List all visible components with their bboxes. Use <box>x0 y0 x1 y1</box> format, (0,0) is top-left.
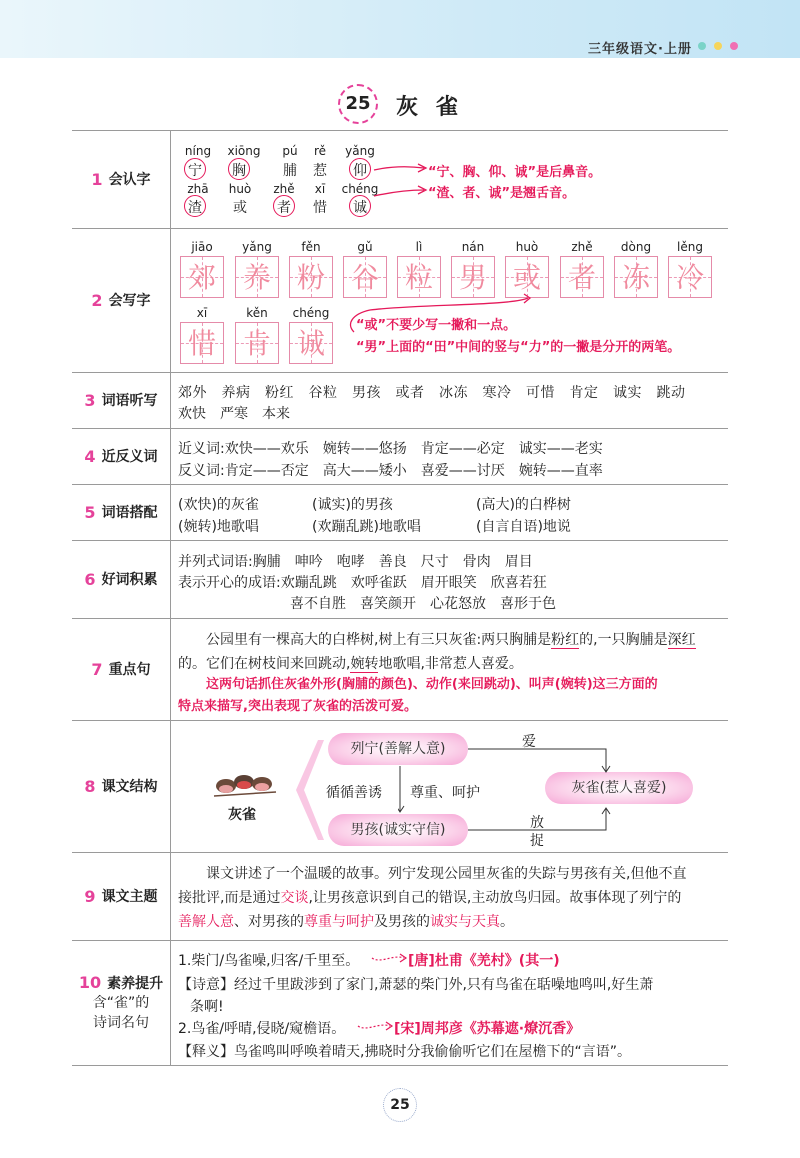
theme-text: 课文讲述了一个温暖的故事。列宁发现公园里灰雀的失踪与男孩有关,但他不直 <box>206 866 687 882</box>
pinyin: xiōng <box>227 144 261 158</box>
sparrow-node: 灰雀(惹人喜爱) <box>545 772 693 804</box>
sentence-analysis: 这两句话抓住灰雀外形(胸脯的颜色)、动作(来回跳动)、叫声(婉转)这三方面的 <box>206 677 658 692</box>
pinyin: pú <box>282 144 298 158</box>
collocation: (诚实)的男孩 <box>312 497 393 513</box>
structure-arrows <box>398 740 618 840</box>
writing-note: “或”不要少写一撇和一点。 <box>356 318 517 333</box>
key-sentence: 的。它们在树枝间来回跳动,婉转地歌唱,非常惹人喜爱。 <box>178 656 523 672</box>
writing-grid: 粒 <box>397 256 441 298</box>
section-label-10: 10 素养提升 含“雀”的 诗词名句 <box>78 972 164 1031</box>
pinyin: xī <box>196 306 208 320</box>
writing-grid: 惜 <box>180 322 224 364</box>
row-divider <box>72 1065 728 1066</box>
writing-grid: 肯 <box>235 322 279 364</box>
theme-text: 接批评,而是通过交谈,让男孩意识到自己的错误,主动放鸟归园。故事体现了列宁的 <box>178 890 682 906</box>
writing-grid: 郊 <box>180 256 224 298</box>
collocation: (婉转)地歌唱 <box>178 519 259 535</box>
pinyin: lěng <box>677 240 703 254</box>
note-arrow <box>372 160 432 200</box>
poem-line: 1.柴门/鸟雀噪,归客/千里至。 <box>178 953 360 969</box>
arrow-icon <box>356 1018 396 1034</box>
pinyin: rě <box>313 144 327 158</box>
pinyin: xī <box>314 182 326 196</box>
poem-source: [宋]周邦彦《苏幕遮·燎沉香》 <box>394 1021 581 1037</box>
collocation: (高大)的白桦树 <box>476 497 571 513</box>
poem-line: 2.鸟雀/呼晴,侵晓/窥檐语。 <box>178 1021 346 1037</box>
theme-text: 善解人意、对男孩的尊重与呵护及男孩的诚实与天真。 <box>178 914 514 930</box>
writing-grid: 者 <box>560 256 604 298</box>
dictation-words: 欢快 严寒 本来 <box>178 406 290 422</box>
poem-meaning: 条啊! <box>190 999 224 1015</box>
decor-dot <box>730 42 738 50</box>
lesson-heading <box>338 84 538 124</box>
pinyin: zhě <box>273 182 295 196</box>
arrow-icon <box>370 950 410 966</box>
section-label-8: 8 课文结构 <box>84 776 158 796</box>
pinyin: huò <box>515 240 539 254</box>
synonyms: 近义词:欢快——欢乐 婉转——悠扬 肯定——必定 诚实——老实 <box>178 441 603 457</box>
good-words: 并列式词语:胸脯 呻吟 咆哮 善良 尺寸 骨肉 眉目 <box>178 554 533 570</box>
collocation: (自言自语)地说 <box>476 519 571 535</box>
pinyin: nán <box>461 240 485 254</box>
pinyin: jiāo <box>191 240 213 254</box>
pinyin: huò <box>228 182 252 196</box>
section-label-3: 3 词语听写 <box>84 390 158 410</box>
bird-label: 灰雀 <box>228 807 256 823</box>
writing-grid: 冷 <box>668 256 712 298</box>
writing-grid: 养 <box>235 256 279 298</box>
writing-grid: 粉 <box>289 256 333 298</box>
pinyin: chéng <box>292 306 330 320</box>
decor-dot <box>714 42 722 50</box>
good-words: 喜不自胜 喜笑颜开 心花怒放 喜形于色 <box>290 596 556 612</box>
pinyin: yǎng <box>345 144 375 158</box>
pinyin: yǎng <box>242 240 272 254</box>
link-text: 放 <box>530 815 544 831</box>
char: 惜 <box>313 200 327 216</box>
poem-meaning: 【诗意】经过千里跋涉到了家门,萧瑟的柴门外,只有鸟雀在聒噪地鸣叫,好生萧 <box>178 977 654 993</box>
book-title: 三年级语文·上册 <box>588 42 692 57</box>
good-words: 表示开心的成语:欢蹦乱跳 欢呼雀跃 眉开眼笑 欣喜若狂 <box>178 575 547 591</box>
char: 渣 <box>188 200 202 216</box>
lesson-title: 灰雀 <box>396 95 477 120</box>
writing-grid: 谷 <box>343 256 387 298</box>
collocation: (欢快)的灰雀 <box>178 497 259 513</box>
link-text: 爱 <box>522 734 536 750</box>
writing-note: “男”上面的“田”中间的竖与“力”的一撇是分开的两笔。 <box>356 340 681 355</box>
sentence-analysis: 特点来描写,突出表现了灰雀的活泼可爱。 <box>178 699 417 714</box>
section-label-7: 7 重点句 <box>91 659 151 679</box>
writing-grid: 冻 <box>614 256 658 298</box>
pinyin: zhě <box>571 240 593 254</box>
writing-grid: 或 <box>505 256 549 298</box>
pinyin: níng <box>184 144 212 158</box>
page-number: 25 <box>383 1088 417 1122</box>
link-text: 尊重、呵护 <box>410 785 480 801</box>
section-label-9: 9 课文主题 <box>84 886 158 906</box>
section-label-2: 2 会写字 <box>91 290 151 310</box>
pronunciation-note: “宁、胸、仰、诚”是后鼻音。 <box>428 165 602 180</box>
lesson-number: 25 <box>338 84 378 124</box>
char: 者 <box>277 200 291 216</box>
antonyms: 反义词:肯定——否定 高大——矮小 喜爱——讨厌 婉转——直率 <box>178 463 603 479</box>
char: 惹 <box>313 163 327 179</box>
writing-grid: 男 <box>451 256 495 298</box>
writing-grid: 诚 <box>289 322 333 364</box>
lenin-node: 列宁(善解人意) <box>328 733 468 765</box>
section-label-6: 6 好词积累 <box>84 569 158 589</box>
collocation: (欢蹦乱跳)地歌唱 <box>312 519 421 535</box>
section-label-1: 1 会认字 <box>91 169 151 189</box>
pinyin: zhā <box>187 182 209 196</box>
char: 或 <box>233 200 247 216</box>
column-divider <box>170 130 171 1065</box>
char: 仰 <box>353 163 367 179</box>
char: 脯 <box>283 163 297 179</box>
pinyin: lì <box>415 240 423 254</box>
pinyin: dòng <box>620 240 652 254</box>
boy-node: 男孩(诚实守信) <box>328 814 468 846</box>
pinyin: gǔ <box>357 240 373 254</box>
pronunciation-note: “渣、者、诚”是翘舌音。 <box>428 186 576 201</box>
pinyin: chéng <box>341 182 379 196</box>
poem-source: [唐]杜甫《羌村》(其一) <box>408 953 560 969</box>
link-text: 捉 <box>530 833 544 849</box>
section-label-4: 4 近反义词 <box>84 446 158 466</box>
decor-dot <box>698 42 706 50</box>
key-sentence: 公园里有一棵高大的白桦树,树上有三只灰雀:两只胸脯是粉红的,一只胸脯是深红 <box>206 632 696 648</box>
section-label-5: 5 词语搭配 <box>84 502 158 522</box>
pinyin: kěn <box>246 306 268 320</box>
sparrow-icon <box>210 764 280 804</box>
char: 宁 <box>188 163 202 179</box>
bracket <box>288 738 328 842</box>
pinyin: fěn <box>301 240 321 254</box>
dictation-words: 郊外 养病 粉红 谷粒 男孩 或者 冰冻 寒冷 可惜 肯定 诚实 跳动 <box>178 385 686 401</box>
char: 诚 <box>353 200 367 216</box>
link-text: 循循善诱 <box>326 785 382 801</box>
char: 胸 <box>232 163 246 179</box>
poem-meaning: 【释义】鸟雀鸣叫呼唤着晴天,拂晓时分我偷偷听它们在屋檐下的“言语”。 <box>178 1044 631 1060</box>
